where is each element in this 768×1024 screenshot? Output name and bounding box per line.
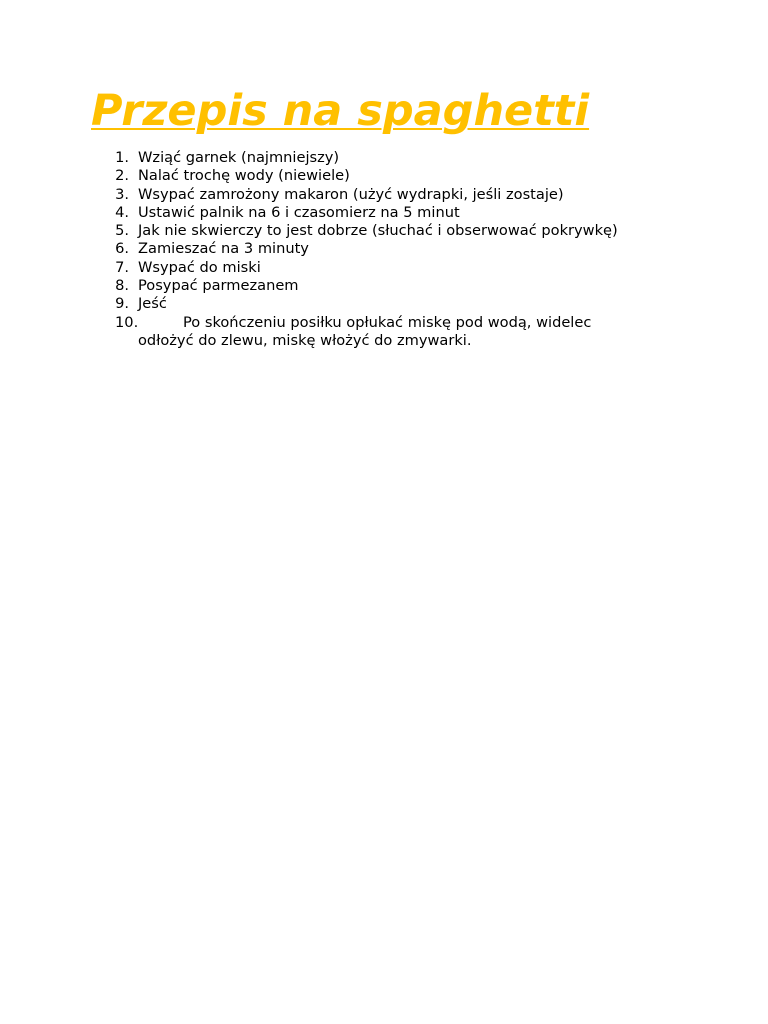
list-item bbox=[0, 277, 768, 295]
recipe-steps-list bbox=[0, 149, 768, 350]
list-item-number: 7. bbox=[115, 258, 129, 276]
list-item-text: Wsypać do miski bbox=[138, 258, 261, 276]
list-item-text: Jak nie skwierczy to jest dobrze (słuchać i obserwować pokrywkę) bbox=[138, 222, 618, 240]
list-item-number: 10. bbox=[115, 313, 139, 331]
list-item-text bbox=[138, 314, 628, 351]
list-item bbox=[0, 167, 768, 185]
list-item-text: Posypać parmezanem bbox=[138, 277, 299, 295]
list-item-number: 4. bbox=[115, 203, 129, 221]
list-item-text: Wziąć garnek (najmniejszy) bbox=[138, 149, 340, 166]
list-item-number: 8. bbox=[115, 277, 129, 295]
list-item bbox=[0, 149, 768, 167]
list-item-text: Zamieszać na 3 minuty bbox=[138, 240, 309, 258]
list-item-text: Jeść bbox=[138, 295, 167, 313]
list-item-text: Wsypać zamrożony makaron (użyć wydrapki, jeśli zostaje) bbox=[138, 185, 564, 203]
document-title: Przepis na spaghetti bbox=[91, 86, 590, 136]
list-item-number: 1. bbox=[115, 149, 129, 166]
list-item bbox=[0, 259, 768, 277]
list-item-text: Nalać trochę wody (niewiele) bbox=[138, 167, 350, 185]
list-item bbox=[0, 295, 768, 313]
list-item-number: 9. bbox=[115, 295, 129, 313]
list-item-number: 3. bbox=[115, 185, 129, 203]
list-item-number: 6. bbox=[115, 240, 129, 258]
list-item-number: 2. bbox=[115, 167, 129, 185]
list-item bbox=[0, 222, 768, 240]
list-item bbox=[0, 314, 768, 351]
list-item-text-content: Po skończeniu posiłku opłukać miskę pod wodą, widelec odłożyć do zlewu, miskę włożyć do zmywarki. bbox=[138, 313, 592, 349]
list-item-number: 5. bbox=[115, 222, 129, 240]
list-item bbox=[0, 186, 768, 204]
list-item bbox=[0, 240, 768, 258]
list-item-text: Ustawić palnik na 6 i czasomierz na 5 minut bbox=[138, 203, 460, 221]
list-item bbox=[0, 204, 768, 222]
